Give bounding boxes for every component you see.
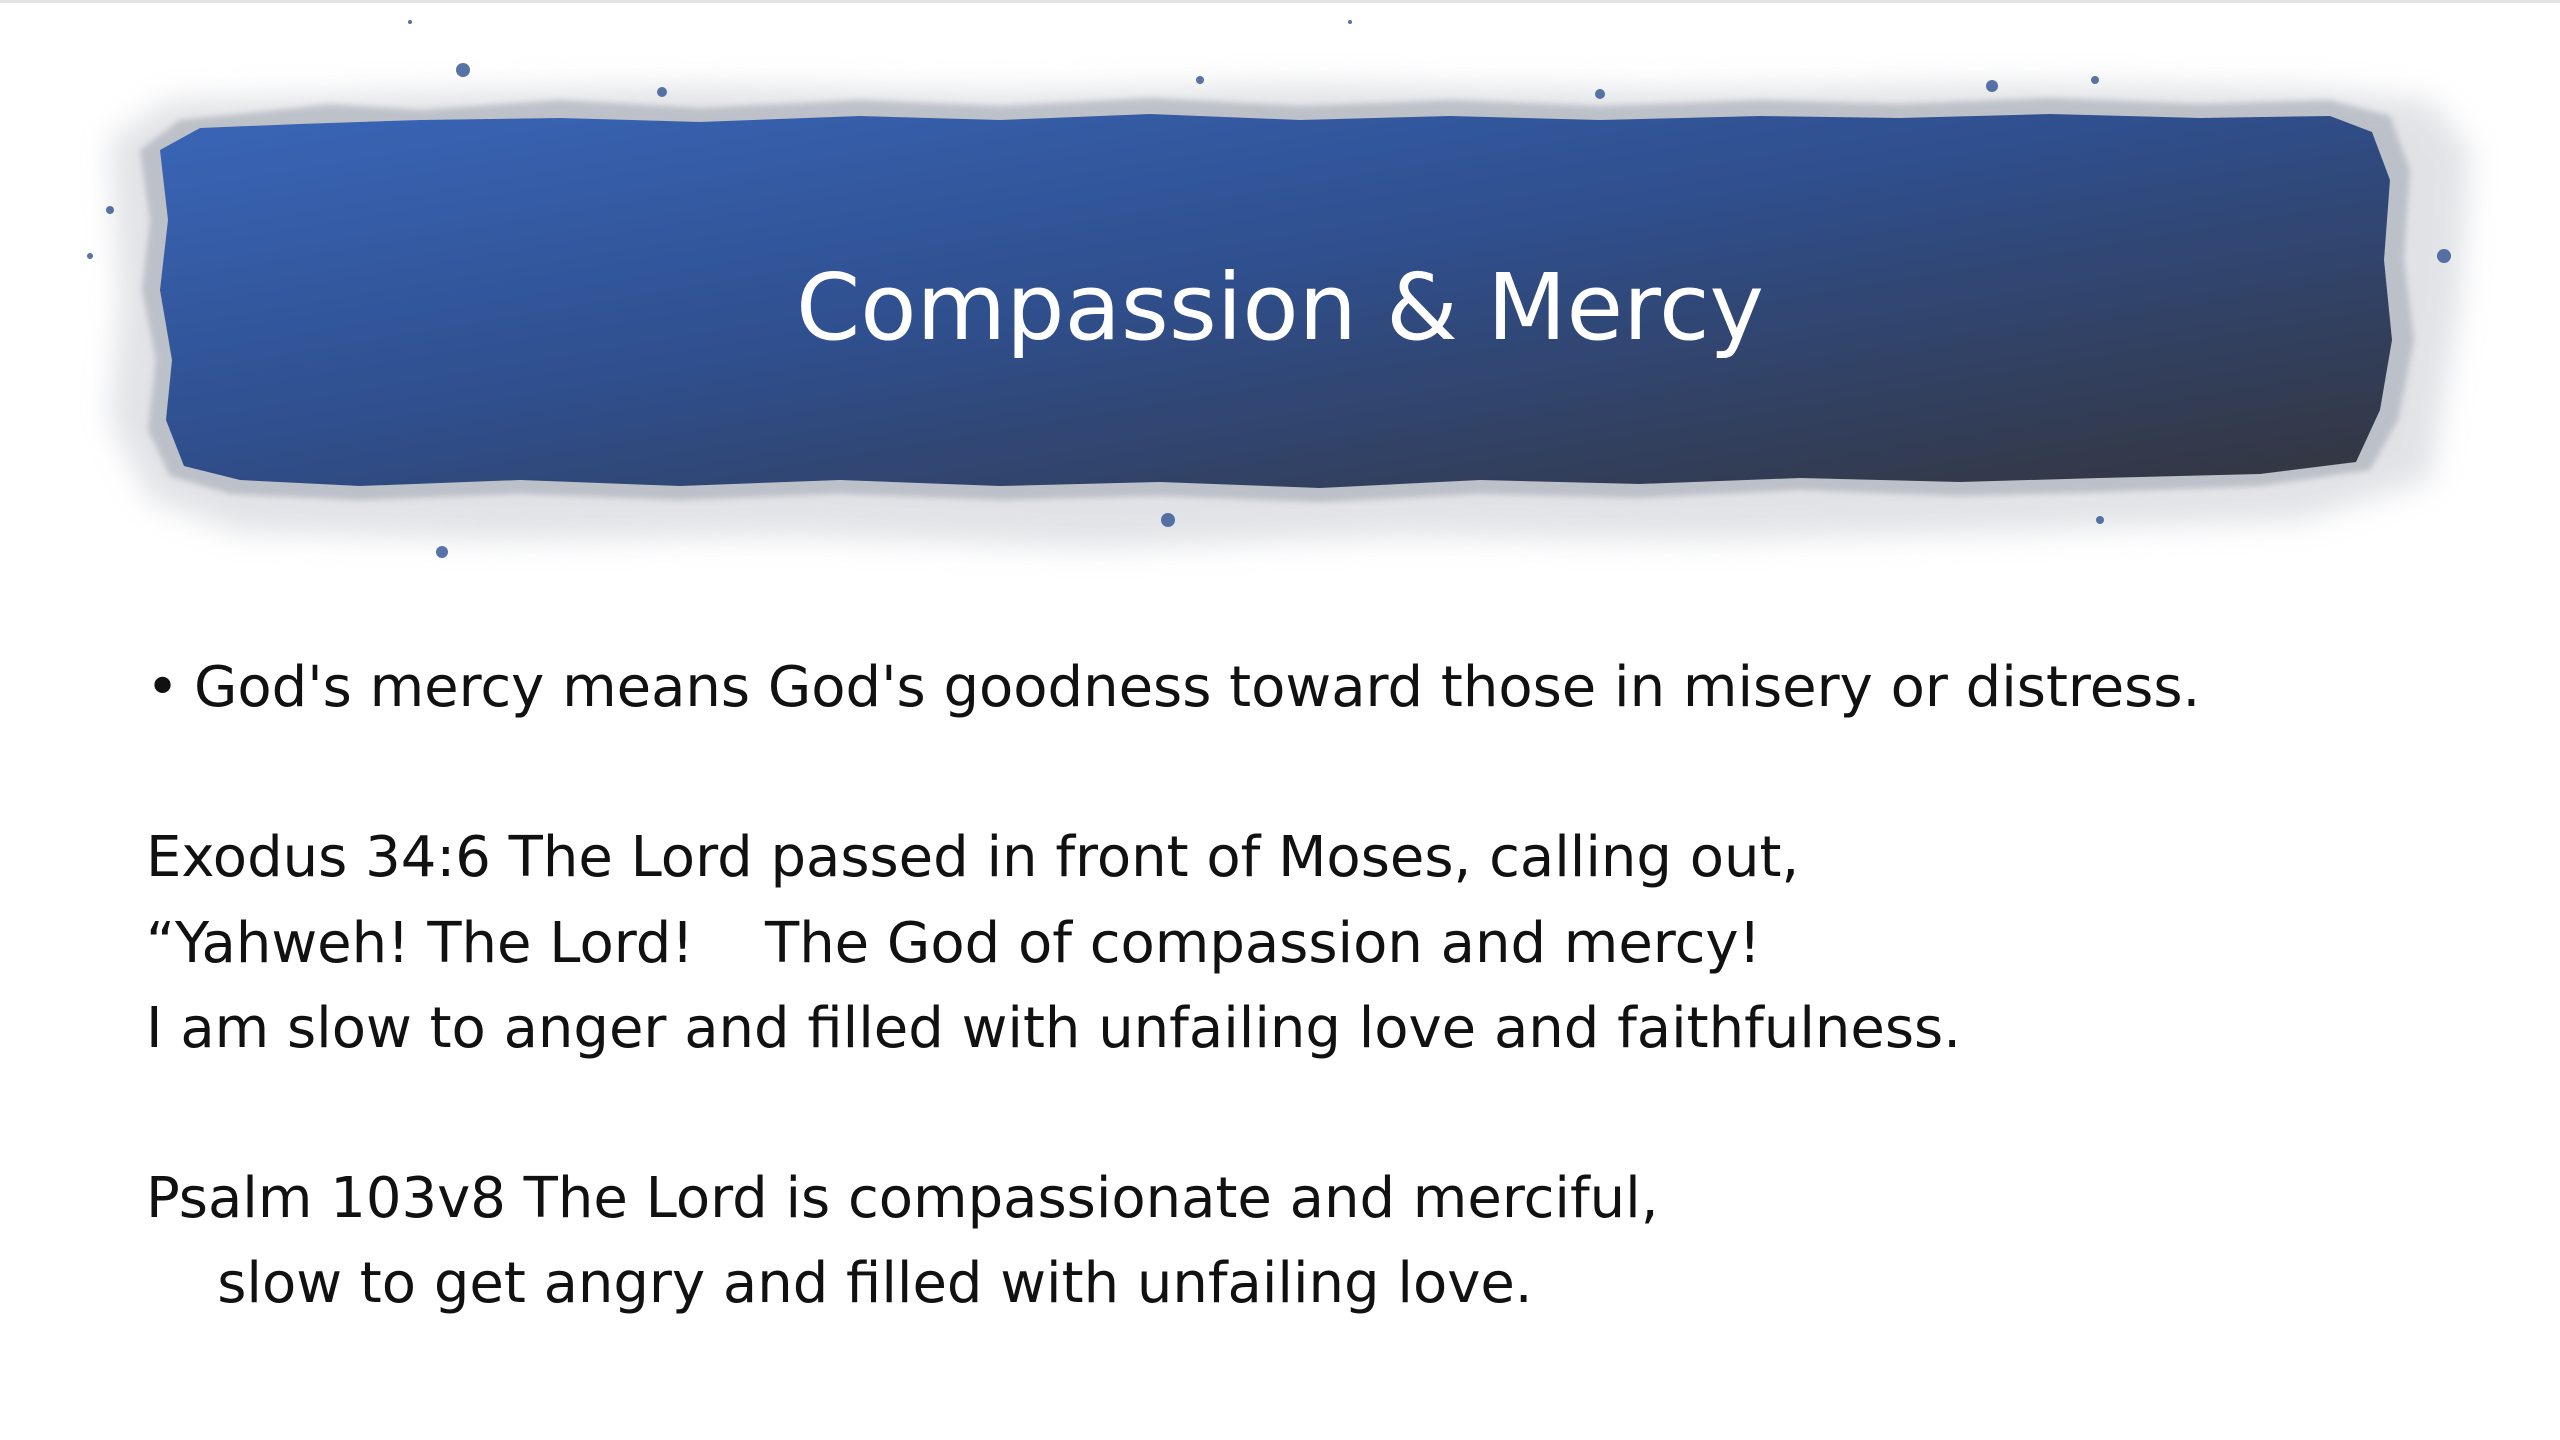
psalm-line-1: Psalm 103v8 The Lord is compassionate and merciful, (146, 1166, 1659, 1231)
exodus-line-1: Exodus 34:6 The Lord passed in front of Moses, calling out, (146, 825, 1800, 890)
bullet-text: God's mercy means God's goodness toward those in misery or distress. (194, 655, 2201, 720)
slide-title: Compassion & Mercy (796, 254, 1764, 361)
exodus-line-2: “Yahweh! The Lord! The God of compassion and mercy! (146, 911, 1761, 976)
exodus-line-3: I am slow to anger and filled with unfailing love and faithfulness. (146, 996, 1961, 1061)
bullet-marker: • (146, 655, 180, 720)
psalm-line-2: slow to get angry and filled with unfailing love. (146, 1251, 1533, 1316)
